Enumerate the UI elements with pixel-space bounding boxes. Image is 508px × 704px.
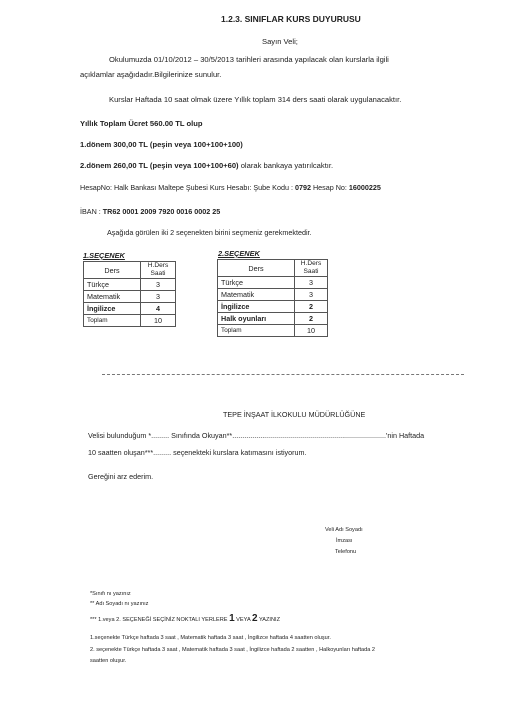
footnote-3-or: VEYA xyxy=(234,617,252,623)
course-hours: 4 xyxy=(141,303,176,315)
course-hours: 3 xyxy=(295,277,328,289)
greeting: Sayın Veli; xyxy=(262,37,298,46)
footnote-option-2-detail-cont: saatten oluşur. xyxy=(90,658,127,664)
option-2-caption: 2.SEÇENEK xyxy=(218,249,260,258)
course-hours-text: Kurslar Haftada 10 saat olmak üzere Yıllık toplam 314 ders saati olarak uygulanacaktır. xyxy=(109,95,402,104)
footnote-3-end: YAZINIZ xyxy=(257,617,280,623)
bank-account-number: 16000225 xyxy=(348,183,381,192)
footnote-3 xyxy=(90,613,280,624)
iban-label: İBAN : xyxy=(80,207,103,216)
footnote-2: ** Adı Soyadı nı yazınız xyxy=(90,601,149,607)
iban-line xyxy=(80,207,220,216)
school-name: TEPE İNŞAAT İLKOKULU MÜDÜRLÜĞÜNE xyxy=(223,410,366,419)
total-hours: 10 xyxy=(141,315,176,327)
column-header-saat: H.Ders Saati xyxy=(295,260,328,277)
column-header-ders: Ders xyxy=(218,260,295,277)
term-2-note: olarak bankaya yatırılcaktır. xyxy=(238,161,334,170)
table-row xyxy=(218,313,328,325)
term-2-line xyxy=(80,161,333,170)
intro-line-1: Okulumuzda 01/10/2012 – 30/5/2013 tarihleri arasında yapılacak olan kurslarla ilgili xyxy=(109,55,389,64)
form-line-1-start: Velisi bulunduğum *......... Sınıfında Okuyan** xyxy=(88,431,233,440)
option-2-table xyxy=(217,259,328,337)
document-title: 1.2.3. SINIFLAR KURS DUYURUSU xyxy=(221,14,361,24)
course-hours: 2 xyxy=(295,301,328,313)
course-name: İngilizce xyxy=(84,303,141,315)
course-name: Türkçe xyxy=(218,277,295,289)
course-name: Türkçe xyxy=(84,279,141,291)
total-hours: 10 xyxy=(295,325,328,337)
table-total-row xyxy=(84,315,176,327)
table-row xyxy=(218,289,328,301)
footnote-3-option-2: 2 xyxy=(251,613,258,624)
course-name: Halk oyunları xyxy=(218,313,295,325)
table-row xyxy=(84,291,176,303)
form-line-1-end: 'nin Haftada xyxy=(386,431,425,440)
footnote-3-option-1: 1 xyxy=(229,613,235,624)
form-line-2: 10 saatten oluşan***......... seçenekteki kurslara katımasını istiyorum. xyxy=(88,448,307,457)
form-line-1 xyxy=(88,431,424,440)
option-1-caption: 1.SEÇENEK xyxy=(83,251,125,260)
course-name: Matematik xyxy=(218,289,295,301)
table-total-row xyxy=(218,325,328,337)
option-1-table xyxy=(83,261,176,327)
table-row xyxy=(218,277,328,289)
total-label: Toplam xyxy=(84,315,141,327)
term-1-fee: 1.dönem 300,00 TL (peşin veya 100+100+100) xyxy=(80,140,243,149)
signature-name-label: Veli Adı Soyadı xyxy=(325,527,363,533)
table-row xyxy=(84,303,176,315)
course-hours: 2 xyxy=(295,313,328,325)
column-header-saat: H.Ders Saati xyxy=(141,262,176,279)
course-name: İngilizce xyxy=(218,301,295,313)
course-hours: 3 xyxy=(141,279,176,291)
signature-sign-label: İmzası xyxy=(336,538,353,544)
student-name-blank[interactable]: ............................................................................. xyxy=(232,431,386,440)
table-row xyxy=(218,301,328,313)
bank-account-label: Hesap No: xyxy=(310,183,349,192)
bank-account-line xyxy=(80,183,381,192)
total-label: Toplam xyxy=(218,325,295,337)
table-header-row xyxy=(218,260,328,277)
intro-line-2: açıklamlar aşağıdadır.Bilgilerinize sunulur. xyxy=(80,70,222,79)
course-hours: 3 xyxy=(295,289,328,301)
iban-value: TR62 0001 2009 7920 0016 0002 25 xyxy=(102,207,221,216)
footnote-option-1-detail: 1.seçenekte Türkçe haftada 3 saat , Matematik haftada 3 saat , İngilizce haftada 4 saatten oluşur. xyxy=(90,635,331,641)
column-header-ders: Ders xyxy=(84,262,141,279)
footnote-1: *Sınıfı nı yazınız xyxy=(90,591,131,597)
signature-phone-label: Telefonu xyxy=(335,549,357,555)
course-name: Matematik xyxy=(84,291,141,303)
table-header-row xyxy=(84,262,176,279)
course-hours: 3 xyxy=(141,291,176,303)
footnote-3-text: *** 1.veya 2. SEÇENEĞİ SEÇİNİZ NOKTALI YERLERE xyxy=(90,617,230,623)
bank-branch-code: 0792 xyxy=(294,183,311,192)
annual-fee: Yıllık Toplam Ücret 560.00 TL olup xyxy=(80,119,203,128)
table-row xyxy=(84,279,176,291)
footnote-option-2-detail: 2. seçenekte Türkçe haftada 3 saat , Matematik haftada 3 saat , İngilizce haftada 2 saatten , Halkoyunları haftada 2 xyxy=(90,647,376,653)
selection-instruction: Aşağıda görülen iki 2 seçenekten birini seçmeniz gerekmektedir. xyxy=(107,228,312,237)
term-2-fee: 2.dönem 260,00 TL (peşin veya 100+100+60) xyxy=(80,161,239,170)
form-line-3: Gereğini arz ederim. xyxy=(88,472,154,481)
bank-prefix: HesapNo: Halk Bankası Maltepe Şubesi Kurs Hesabı: Şube Kodu : xyxy=(80,183,295,192)
cut-line-divider xyxy=(102,374,464,375)
